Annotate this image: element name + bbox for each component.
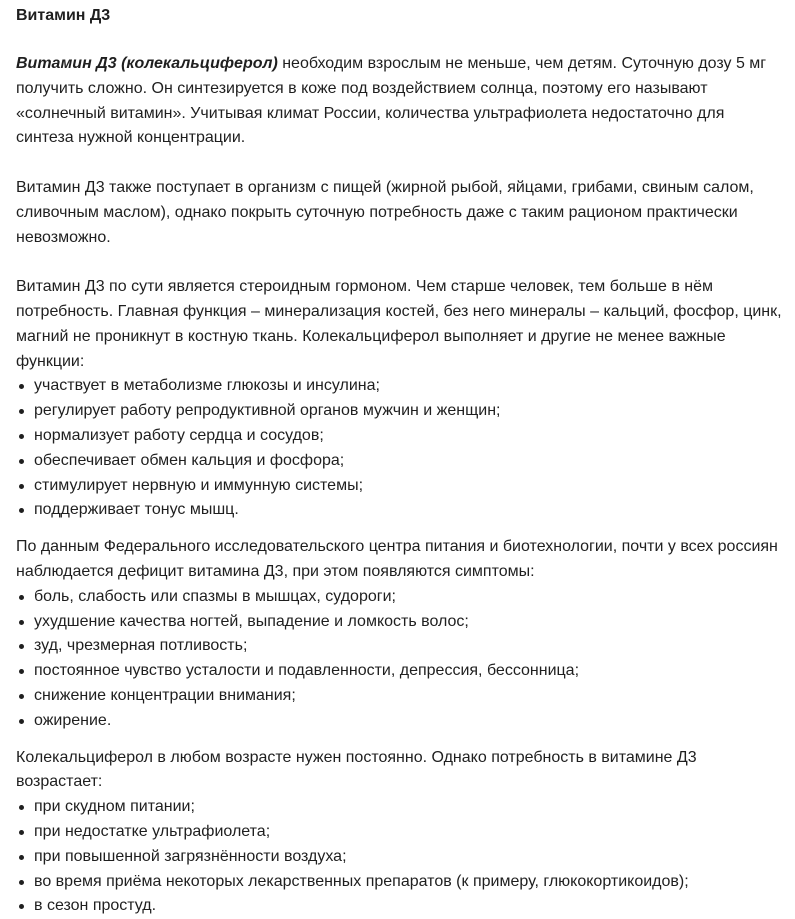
list-item-text: участвует в метаболизме глюкозы и инсулина; <box>34 377 380 395</box>
list-item-text: при повышенной загрязнённости воздуха; <box>34 847 347 865</box>
bullet-icon <box>19 508 24 513</box>
list-item <box>16 845 786 870</box>
list-item-text: ухудшение качества ногтей, выпадение и ломкость волос; <box>34 612 469 630</box>
list-item-text: снижение концентрации внимания; <box>34 686 296 704</box>
bullet-icon <box>19 595 24 600</box>
bullet-icon <box>19 855 24 860</box>
bullet-icon <box>19 484 24 489</box>
list-item <box>16 634 786 659</box>
deficiency-paragraph: По данным Федерального исследовательского центра питания и биотехнологии, почти у всех россиян наблюдается дефицит витамина Д3, при этом появляются симптомы: <box>16 538 778 580</box>
list-item <box>16 795 786 820</box>
bullet-icon <box>19 880 24 885</box>
list-item <box>16 820 786 845</box>
list-item-text: регулирует работу репродуктивной органов мужчин и женщин; <box>34 402 501 420</box>
list-item <box>16 585 786 610</box>
list-item-text: постоянное чувство усталости и подавленности, депрессия, бессонница; <box>34 662 580 680</box>
list-item <box>16 474 786 499</box>
list-item <box>16 684 786 709</box>
list-item-text: боль, слабость или спазмы в мышцах, судороги; <box>34 587 396 605</box>
bullet-icon <box>19 805 24 810</box>
bullet-icon <box>19 904 24 909</box>
list-item-text: при скудном питании; <box>34 798 195 816</box>
bullet-icon <box>19 434 24 439</box>
food-paragraph: Витамин Д3 также поступает в организм с пищей (жирной рыбой, яйцами, грибами, свиным салом, сливочным маслом), однако покрыть суточную потребность даже с таким рационом практически невозможно. <box>16 178 754 246</box>
list-item-text: при недостатке ультрафиолета; <box>34 822 271 840</box>
bullet-icon <box>19 620 24 625</box>
symptoms-list <box>16 585 786 734</box>
article <box>16 4 786 919</box>
list-item-text: поддерживает тонус мышц. <box>34 501 239 519</box>
intro-lead: Витамин Д3 (колекальциферол) <box>16 55 278 72</box>
functions-list <box>16 374 786 523</box>
spacer <box>16 523 786 535</box>
list-item <box>16 709 786 734</box>
bullet-icon <box>19 644 24 649</box>
list-item <box>16 894 786 919</box>
bullet-icon <box>19 694 24 699</box>
bullet-icon <box>19 384 24 389</box>
list-item <box>16 659 786 684</box>
list-item <box>16 870 786 895</box>
list-item <box>16 374 786 399</box>
list-item <box>16 399 786 424</box>
list-item-text: ожирение. <box>34 711 112 729</box>
bullet-icon <box>19 409 24 414</box>
list-item-text: нормализует работу сердца и сосудов; <box>34 426 324 444</box>
need-paragraph: Колекальциферол в любом возрасте нужен постоянно. Однако потребность в витамине Д3 возрастает: <box>16 748 697 791</box>
list-item <box>16 449 786 474</box>
intro-paragraph <box>16 52 786 151</box>
functions-paragraph: Витамин Д3 по сути является стероидным гормоном. Чем старше человек, тем больше в нём потребность. Главная функция – минерализация костей, без него минералы – кальций, фосфор, цинк, магний не проникнут в костную ткань. Колекальциферол выполняет и другие не менее важные функции: <box>16 278 782 370</box>
list-item <box>16 610 786 635</box>
list-item-text: в сезон простуд. <box>34 897 157 915</box>
bullet-icon <box>19 669 24 674</box>
bullet-icon <box>19 830 24 835</box>
bullet-icon <box>19 719 24 724</box>
list-item-text: зуд, чрезмерная потливость; <box>34 637 248 655</box>
list-item-text: во время приёма некоторых лекарственных препаратов (к примеру, глюкокортикоидов); <box>34 872 689 890</box>
list-item <box>16 498 786 523</box>
list-item-text: стимулирует нервную и иммунную системы; <box>34 476 364 494</box>
conditions-list <box>16 795 786 919</box>
list-item <box>16 424 786 449</box>
intro-text: необходим взрослым не меньше, чем детям. Суточную дозу 5 мг получить сложно. Он синтезируется в коже под воздействием солнца, поэтому его называют «солнечный витамин». Учитывая климат России, количества ультрафиолета недостаточно для синтеза нужной концентрации. <box>16 55 767 147</box>
spacer <box>16 250 786 275</box>
list-item-text: обеспечивает обмен кальция и фосфора; <box>34 451 345 469</box>
bullet-icon <box>19 459 24 464</box>
article-title: Витамин Д3 <box>16 7 111 24</box>
spacer <box>16 151 786 176</box>
spacer <box>16 734 786 746</box>
